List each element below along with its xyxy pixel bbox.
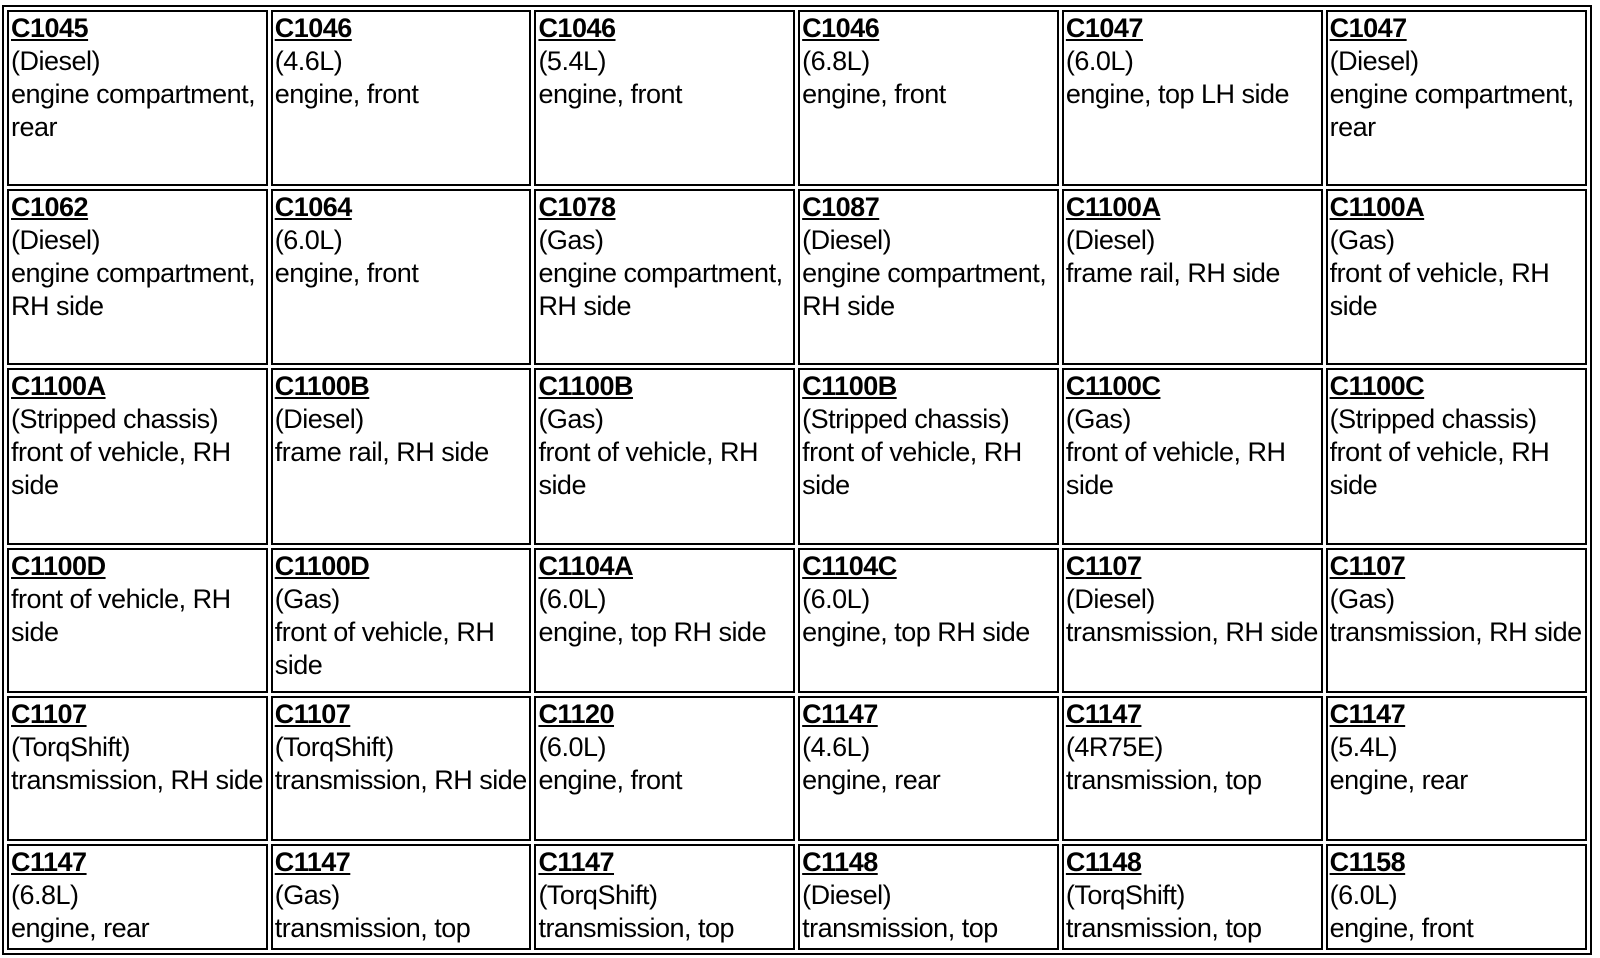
connector-cell bbox=[1062, 368, 1323, 544]
connector-code-link[interactable]: C1107 bbox=[274, 699, 351, 730]
connector-code-link[interactable]: C1100A bbox=[1329, 192, 1425, 223]
connector-code-link[interactable]: C1147 bbox=[538, 847, 615, 878]
connector-condition: (6.0L) bbox=[1065, 46, 1134, 76]
connector-condition: (Diesel) bbox=[802, 225, 892, 256]
connector-cell bbox=[534, 189, 795, 365]
connector-location: engine compartment, rear bbox=[1329, 79, 1574, 142]
connector-location: transmission, top bbox=[1065, 765, 1262, 796]
connector-code-link[interactable]: C1046 bbox=[538, 13, 616, 43]
connector-location: engine, top RH side bbox=[802, 616, 1030, 647]
connector-condition: (4.6L) bbox=[802, 732, 870, 763]
connector-code-link[interactable]: C1104A bbox=[538, 550, 634, 581]
connector-location: engine, rear bbox=[1329, 765, 1468, 796]
connector-code-link[interactable]: C1107 bbox=[11, 699, 87, 730]
connector-code-link[interactable]: C1064 bbox=[274, 192, 352, 223]
connector-cell bbox=[798, 548, 1059, 693]
connector-location: transmission, top bbox=[538, 913, 735, 944]
connector-cell bbox=[1326, 189, 1587, 365]
connector-location: engine compartment, RH side bbox=[11, 258, 256, 322]
connector-condition: (TorqShift) bbox=[274, 732, 394, 763]
connector-cell bbox=[1062, 189, 1323, 365]
connector-location: front of vehicle, RH side bbox=[11, 437, 231, 501]
connector-cell bbox=[1326, 368, 1587, 544]
connector-code-link[interactable]: C1107 bbox=[1065, 550, 1142, 581]
connector-code-link[interactable]: C1100A bbox=[1065, 192, 1161, 223]
connector-condition: (4.6L) bbox=[274, 46, 343, 76]
connector-condition: (Diesel) bbox=[1065, 583, 1155, 614]
connector-code-link[interactable]: C1047 bbox=[1065, 13, 1143, 43]
connector-cell bbox=[798, 189, 1059, 365]
connector-code-link[interactable]: C1046 bbox=[802, 13, 880, 43]
connector-condition: (4R75E) bbox=[1065, 732, 1163, 763]
connector-cell bbox=[7, 548, 268, 693]
connector-code-link[interactable]: C1100A bbox=[11, 371, 106, 402]
table-row bbox=[7, 696, 1587, 841]
connector-condition: (Gas) bbox=[538, 404, 604, 435]
table-row bbox=[7, 189, 1587, 365]
connector-condition: (6.0L) bbox=[274, 225, 343, 256]
connector-cell bbox=[271, 548, 532, 693]
connector-condition: (6.0L) bbox=[802, 583, 870, 614]
connector-code-link[interactable]: C1100D bbox=[11, 550, 106, 581]
connector-location: front of vehicle, RH side bbox=[274, 616, 495, 680]
connector-cell bbox=[1062, 548, 1323, 693]
connector-cell bbox=[271, 189, 532, 365]
connector-condition: (Gas) bbox=[538, 225, 604, 256]
connector-location: front of vehicle, RH side bbox=[538, 437, 759, 501]
table-row bbox=[7, 844, 1587, 950]
connector-location: front of vehicle, RH side bbox=[11, 583, 231, 647]
connector-location: engine, front bbox=[274, 258, 419, 289]
connector-code-link[interactable]: C1100C bbox=[1329, 371, 1425, 402]
connector-code-link[interactable]: C1120 bbox=[538, 699, 615, 730]
connector-cell bbox=[1326, 844, 1587, 950]
connector-condition: (6.8L) bbox=[11, 880, 79, 911]
connector-location: engine compartment, rear bbox=[11, 79, 256, 142]
connector-condition: (Diesel) bbox=[274, 404, 364, 435]
connector-condition: (5.4L) bbox=[538, 46, 606, 76]
connector-cell bbox=[1062, 696, 1323, 841]
connector-cell bbox=[534, 696, 795, 841]
connector-condition: (6.0L) bbox=[538, 732, 606, 763]
connector-cell bbox=[798, 10, 1059, 186]
connector-location: transmission, RH side bbox=[11, 765, 264, 796]
connector-cell bbox=[7, 696, 268, 841]
connector-condition: (6.0L) bbox=[538, 583, 606, 614]
connector-condition: (Diesel) bbox=[802, 880, 892, 911]
connector-code-link[interactable]: C1062 bbox=[11, 192, 89, 223]
connector-code-link[interactable]: C1100C bbox=[1065, 371, 1161, 402]
connector-code-link[interactable]: C1100B bbox=[802, 371, 897, 402]
connector-location: front of vehicle, RH side bbox=[1065, 437, 1286, 501]
connector-condition: (Stripped chassis) bbox=[11, 404, 219, 435]
connector-cell bbox=[271, 844, 532, 950]
connector-cell bbox=[271, 10, 532, 186]
connector-condition: (TorqShift) bbox=[11, 732, 131, 763]
connector-code-link[interactable]: C1148 bbox=[1065, 847, 1142, 878]
connector-cell bbox=[7, 368, 268, 544]
connector-cell bbox=[271, 696, 532, 841]
connector-location: engine, top LH side bbox=[1065, 79, 1290, 109]
connector-code-link[interactable]: C1087 bbox=[802, 192, 880, 223]
connector-cell bbox=[7, 844, 268, 950]
connector-code-link[interactable]: C1147 bbox=[11, 847, 87, 878]
connector-condition: (TorqShift) bbox=[538, 880, 658, 911]
connector-condition: (Gas) bbox=[1065, 404, 1131, 435]
connector-condition: (Stripped chassis) bbox=[1329, 404, 1537, 435]
connector-condition: (TorqShift) bbox=[1065, 880, 1185, 911]
connector-code-link[interactable]: C1147 bbox=[274, 847, 351, 878]
connector-code-link[interactable]: C1078 bbox=[538, 192, 616, 223]
table-row bbox=[7, 10, 1587, 186]
connector-cell bbox=[534, 10, 795, 186]
connector-location: engine, front bbox=[1329, 913, 1474, 944]
connector-code-link[interactable]: C1100B bbox=[538, 371, 634, 402]
connector-code-link[interactable]: C1100D bbox=[274, 550, 370, 581]
connector-location: engine, rear bbox=[802, 765, 941, 796]
connector-condition: (5.4L) bbox=[1329, 732, 1398, 763]
connector-condition: (Stripped chassis) bbox=[802, 404, 1010, 435]
connector-code-link[interactable]: C1147 bbox=[1329, 699, 1406, 730]
connector-location: engine, front bbox=[538, 765, 683, 796]
connector-location: engine compartment, RH side bbox=[802, 258, 1047, 322]
connector-cell bbox=[271, 368, 532, 544]
connector-cell bbox=[534, 368, 795, 544]
connector-condition: (6.0L) bbox=[1329, 880, 1398, 911]
connector-cell bbox=[1062, 10, 1323, 186]
connector-condition: (Gas) bbox=[1329, 225, 1395, 256]
connector-cell bbox=[1062, 844, 1323, 950]
connector-location: frame rail, RH side bbox=[274, 437, 489, 468]
table-row bbox=[7, 548, 1587, 693]
connector-condition: (Gas) bbox=[1329, 583, 1395, 614]
connector-condition: (Gas) bbox=[274, 880, 340, 911]
connector-location: transmission, top bbox=[802, 913, 998, 944]
connector-location: transmission, RH side bbox=[1065, 616, 1318, 647]
connector-cell bbox=[1326, 10, 1587, 186]
connector-cell bbox=[798, 368, 1059, 544]
connector-location: engine, top RH side bbox=[538, 616, 767, 647]
connector-location: engine, front bbox=[538, 79, 683, 109]
connector-location: engine, front bbox=[274, 79, 419, 109]
connector-cell bbox=[1326, 696, 1587, 841]
connector-code-link[interactable]: C1158 bbox=[1329, 847, 1406, 878]
connector-cell bbox=[534, 548, 795, 693]
connector-code-link[interactable]: C1104C bbox=[802, 550, 897, 581]
connector-location: transmission, top bbox=[1065, 913, 1262, 944]
table-body bbox=[7, 10, 1587, 950]
connector-cell bbox=[798, 696, 1059, 841]
connector-cell bbox=[7, 10, 268, 186]
connector-code-link[interactable]: C1148 bbox=[802, 847, 878, 878]
connector-condition: (Diesel) bbox=[11, 46, 101, 76]
connector-condition: (Gas) bbox=[274, 583, 340, 614]
connector-location: transmission, top bbox=[274, 913, 471, 944]
connector-location-table bbox=[2, 5, 1592, 955]
connector-location: transmission, RH side bbox=[274, 765, 527, 796]
connector-location: engine, front bbox=[802, 79, 946, 109]
connector-code-link[interactable]: C1147 bbox=[802, 699, 878, 730]
connector-condition: (Diesel) bbox=[1065, 225, 1155, 256]
connector-location: engine, rear bbox=[11, 913, 150, 944]
connector-condition: (Diesel) bbox=[1329, 46, 1419, 76]
connector-location: transmission, RH side bbox=[1329, 616, 1582, 647]
connector-code-link[interactable]: C1100B bbox=[274, 371, 370, 402]
connector-location: engine compartment, RH side bbox=[538, 258, 783, 322]
connector-code-link[interactable]: C1046 bbox=[274, 13, 352, 43]
connector-condition: (Diesel) bbox=[11, 225, 101, 256]
connector-cell bbox=[7, 189, 268, 365]
connector-cell bbox=[1326, 548, 1587, 693]
connector-location: front of vehicle, RH side bbox=[1329, 258, 1550, 322]
table-row bbox=[7, 368, 1587, 544]
connector-condition: (6.8L) bbox=[802, 46, 870, 76]
connector-code-link[interactable]: C1147 bbox=[1065, 699, 1142, 730]
connector-location: front of vehicle, RH side bbox=[802, 437, 1022, 501]
connector-code-link[interactable]: C1107 bbox=[1329, 550, 1406, 581]
connector-cell bbox=[798, 844, 1059, 950]
connector-code-link[interactable]: C1045 bbox=[11, 13, 89, 43]
connector-location: front of vehicle, RH side bbox=[1329, 437, 1550, 501]
connector-code-link[interactable]: C1047 bbox=[1329, 13, 1407, 43]
connector-location: frame rail, RH side bbox=[1065, 258, 1280, 289]
connector-cell bbox=[534, 844, 795, 950]
